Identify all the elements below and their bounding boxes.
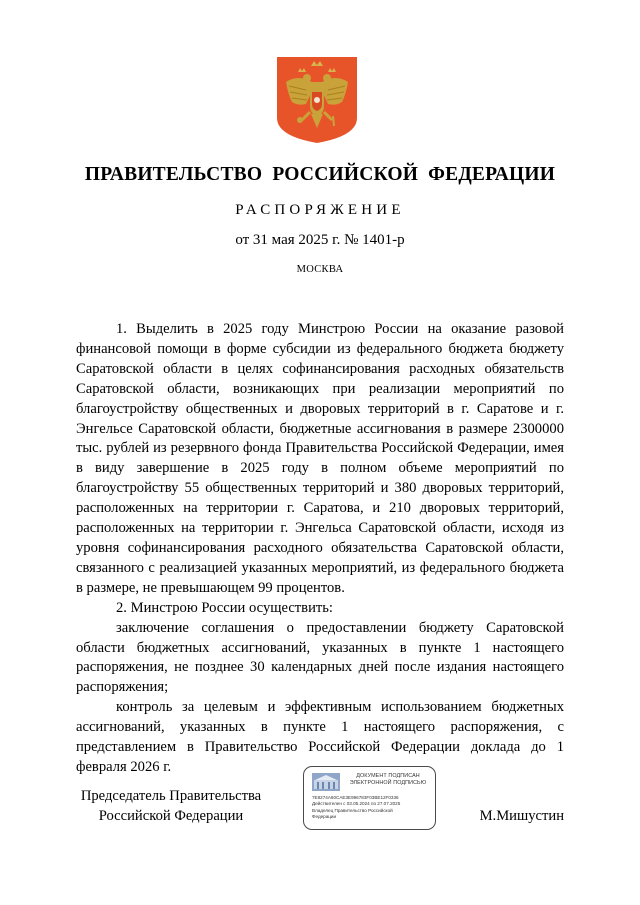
signer-position-line2: Российской Федерации bbox=[98, 808, 244, 824]
stamp-owner-line1: Владелец Правительство Российской bbox=[312, 807, 393, 813]
signer-position bbox=[78, 786, 264, 826]
coat-of-arms-icon bbox=[276, 56, 358, 144]
stamp-validity: Действителен с 03.05.2024 по 27.07.2025 bbox=[312, 801, 401, 807]
document-date-number: от 31 мая 2025 г. № 1401-р bbox=[235, 232, 405, 248]
building-icon bbox=[312, 773, 340, 791]
document-city: МОСКВА bbox=[296, 264, 344, 275]
stamp-title-line2: ЭЛЕКТРОННОЙ ПОДПИСЬЮ bbox=[349, 780, 427, 786]
stamp-certificate: 7E8274A60CAE3E996783F03BE12F0336 bbox=[312, 795, 399, 800]
paragraph-1: 1. Выделить в 2025 году Минстрою России на оказание разовой финансовой помощи в форме субсидии из федерального бюджета бюджету Саратовской области в целях софинансирования расходных обязательств Саратовской области, возникающих при реализации мероприятий по благоустройству общественных и дворовых территорий в г. Саратове и г. Энгельсе Саратовской области, бюджетные ассигнования в размере 2300000 тыс. рублей из резервного фонда Правительства Российской Федерации, имея в виду завершение в 2025 году в полном объеме мероприятий по благоустройству 55 общественных территорий и 380 дворовых территорий, расположенных на территории г. Саратова, и 210 дворовых территорий, расположенных на территории г. Энгельса Саратовской области, исходя из уровня софинансирования расходного обязательства Саратовской области, связанного с реализацией указанных мероприятий, из федерального бюджета в размере, не превышающем 99 процентов. bbox=[76, 321, 564, 596]
paragraph-2: 2. Минстрою России осуществить: bbox=[116, 599, 333, 616]
document-body bbox=[76, 320, 564, 778]
electronic-signature-stamp bbox=[303, 766, 436, 830]
stamp-title-line1: ДОКУМЕНТ ПОДПИСАН bbox=[356, 773, 420, 779]
stamp-owner-line2: Федерации bbox=[312, 814, 337, 820]
paragraph-3: заключение соглашения о предоставлении бюджету Саратовской области бюджетных ассигнований, указанных в пункте 1 настоящего распоряжения, не позднее 30 календарных дней после издания настоящего распоряжения; bbox=[76, 619, 564, 696]
stamp-title bbox=[342, 773, 434, 787]
signer-name: М.Мишустин bbox=[479, 808, 564, 824]
government-title: ПРАВИТЕЛЬСТВО РОССИЙСКОЙ ФЕДЕРАЦИИ bbox=[84, 164, 556, 185]
paragraph-4: контроль за целевым и эффективным использованием бюджетных ассигнований, указанных в пункте 1 настоящего распоряжения, с представлением в Правительство Российской Федерации доклада до 1 февраля 2026 г. bbox=[76, 699, 564, 775]
stamp-details bbox=[312, 795, 434, 821]
document-type: РАСПОРЯЖЕНИЕ bbox=[235, 202, 405, 218]
signer-position-line1: Председатель Правительства bbox=[80, 788, 262, 804]
